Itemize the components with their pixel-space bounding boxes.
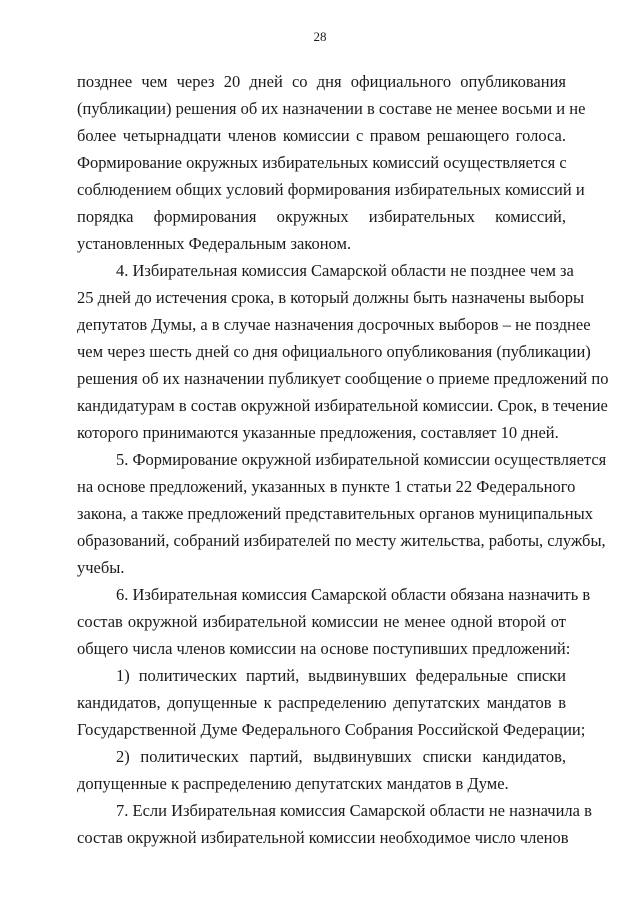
text-line: кандидатурам в состав окружной избирательной комиссии. Срок, в течение bbox=[77, 396, 608, 415]
text-line: которого принимаются указанные предложения, составляет 10 дней. bbox=[77, 423, 559, 442]
text-line: кандидатов, допущенные к распределению депутатских мандатов в bbox=[77, 693, 566, 712]
text-line: депутатов Думы, а в случае назначения досрочных выборов – не позднее bbox=[77, 315, 591, 334]
text-line: 2) политических партий, выдвинувших списки кандидатов, bbox=[116, 747, 566, 766]
text-line: Формирование окружных избирательных комиссий осуществляется с bbox=[77, 153, 567, 172]
text-line: закона, а также предложений представительных органов муниципальных bbox=[77, 504, 593, 523]
text-line: чем через шесть дней со дня официального опубликования (публикации) bbox=[77, 342, 591, 361]
text-line: (публикации) решения об их назначении в составе не менее восьми и не bbox=[77, 99, 586, 118]
text-line: 25 дней до истечения срока, в который должны быть назначены выборы bbox=[77, 288, 585, 307]
text-line: соблюдением общих условий формирования избирательных комиссий и bbox=[77, 180, 585, 199]
text-line: общего числа членов комиссии на основе поступивших предложений: bbox=[77, 639, 571, 658]
text-line: Государственной Думе Федерального Собрания Российской Федерации; bbox=[77, 720, 586, 739]
text-line: 1) политических партий, выдвинувших федеральные списки bbox=[116, 666, 566, 685]
text-line: учебы. bbox=[77, 558, 125, 577]
text-line: состав окружной избирательной комиссии необходимое число членов bbox=[77, 828, 569, 847]
text-line: решения об их назначении публикует сообщение о приеме предложений по bbox=[77, 369, 609, 388]
text-line: установленных Федеральным законом. bbox=[77, 234, 352, 253]
text-line: 5. Формирование окружной избирательной комиссии осуществляется bbox=[116, 450, 607, 469]
text-line: более четырнадцати членов комиссии с правом решающего голоса. bbox=[77, 126, 566, 145]
text-line: порядка формирования окружных избирательных комиссий, bbox=[77, 207, 566, 226]
text-line: допущенные к распределению депутатских мандатов в Думе. bbox=[77, 774, 509, 793]
text-line: позднее чем через 20 дней со дня официального опубликования bbox=[77, 72, 566, 91]
page-number: 28 bbox=[313, 29, 327, 44]
text-line: образований, собраний избирателей по месту жительства, работы, службы, bbox=[77, 531, 606, 550]
text-line: состав окружной избирательной комиссии не менее одной второй от bbox=[77, 612, 566, 631]
text-line: 4. Избирательная комиссия Самарской области не позднее чем за bbox=[116, 261, 574, 280]
text-line: 7. Если Избирательная комиссия Самарской области не назначила в bbox=[116, 801, 592, 820]
text-line: 6. Избирательная комиссия Самарской области обязана назначить в bbox=[116, 585, 591, 604]
text-line: на основе предложений, указанных в пункте 1 статьи 22 Федерального bbox=[77, 477, 576, 496]
